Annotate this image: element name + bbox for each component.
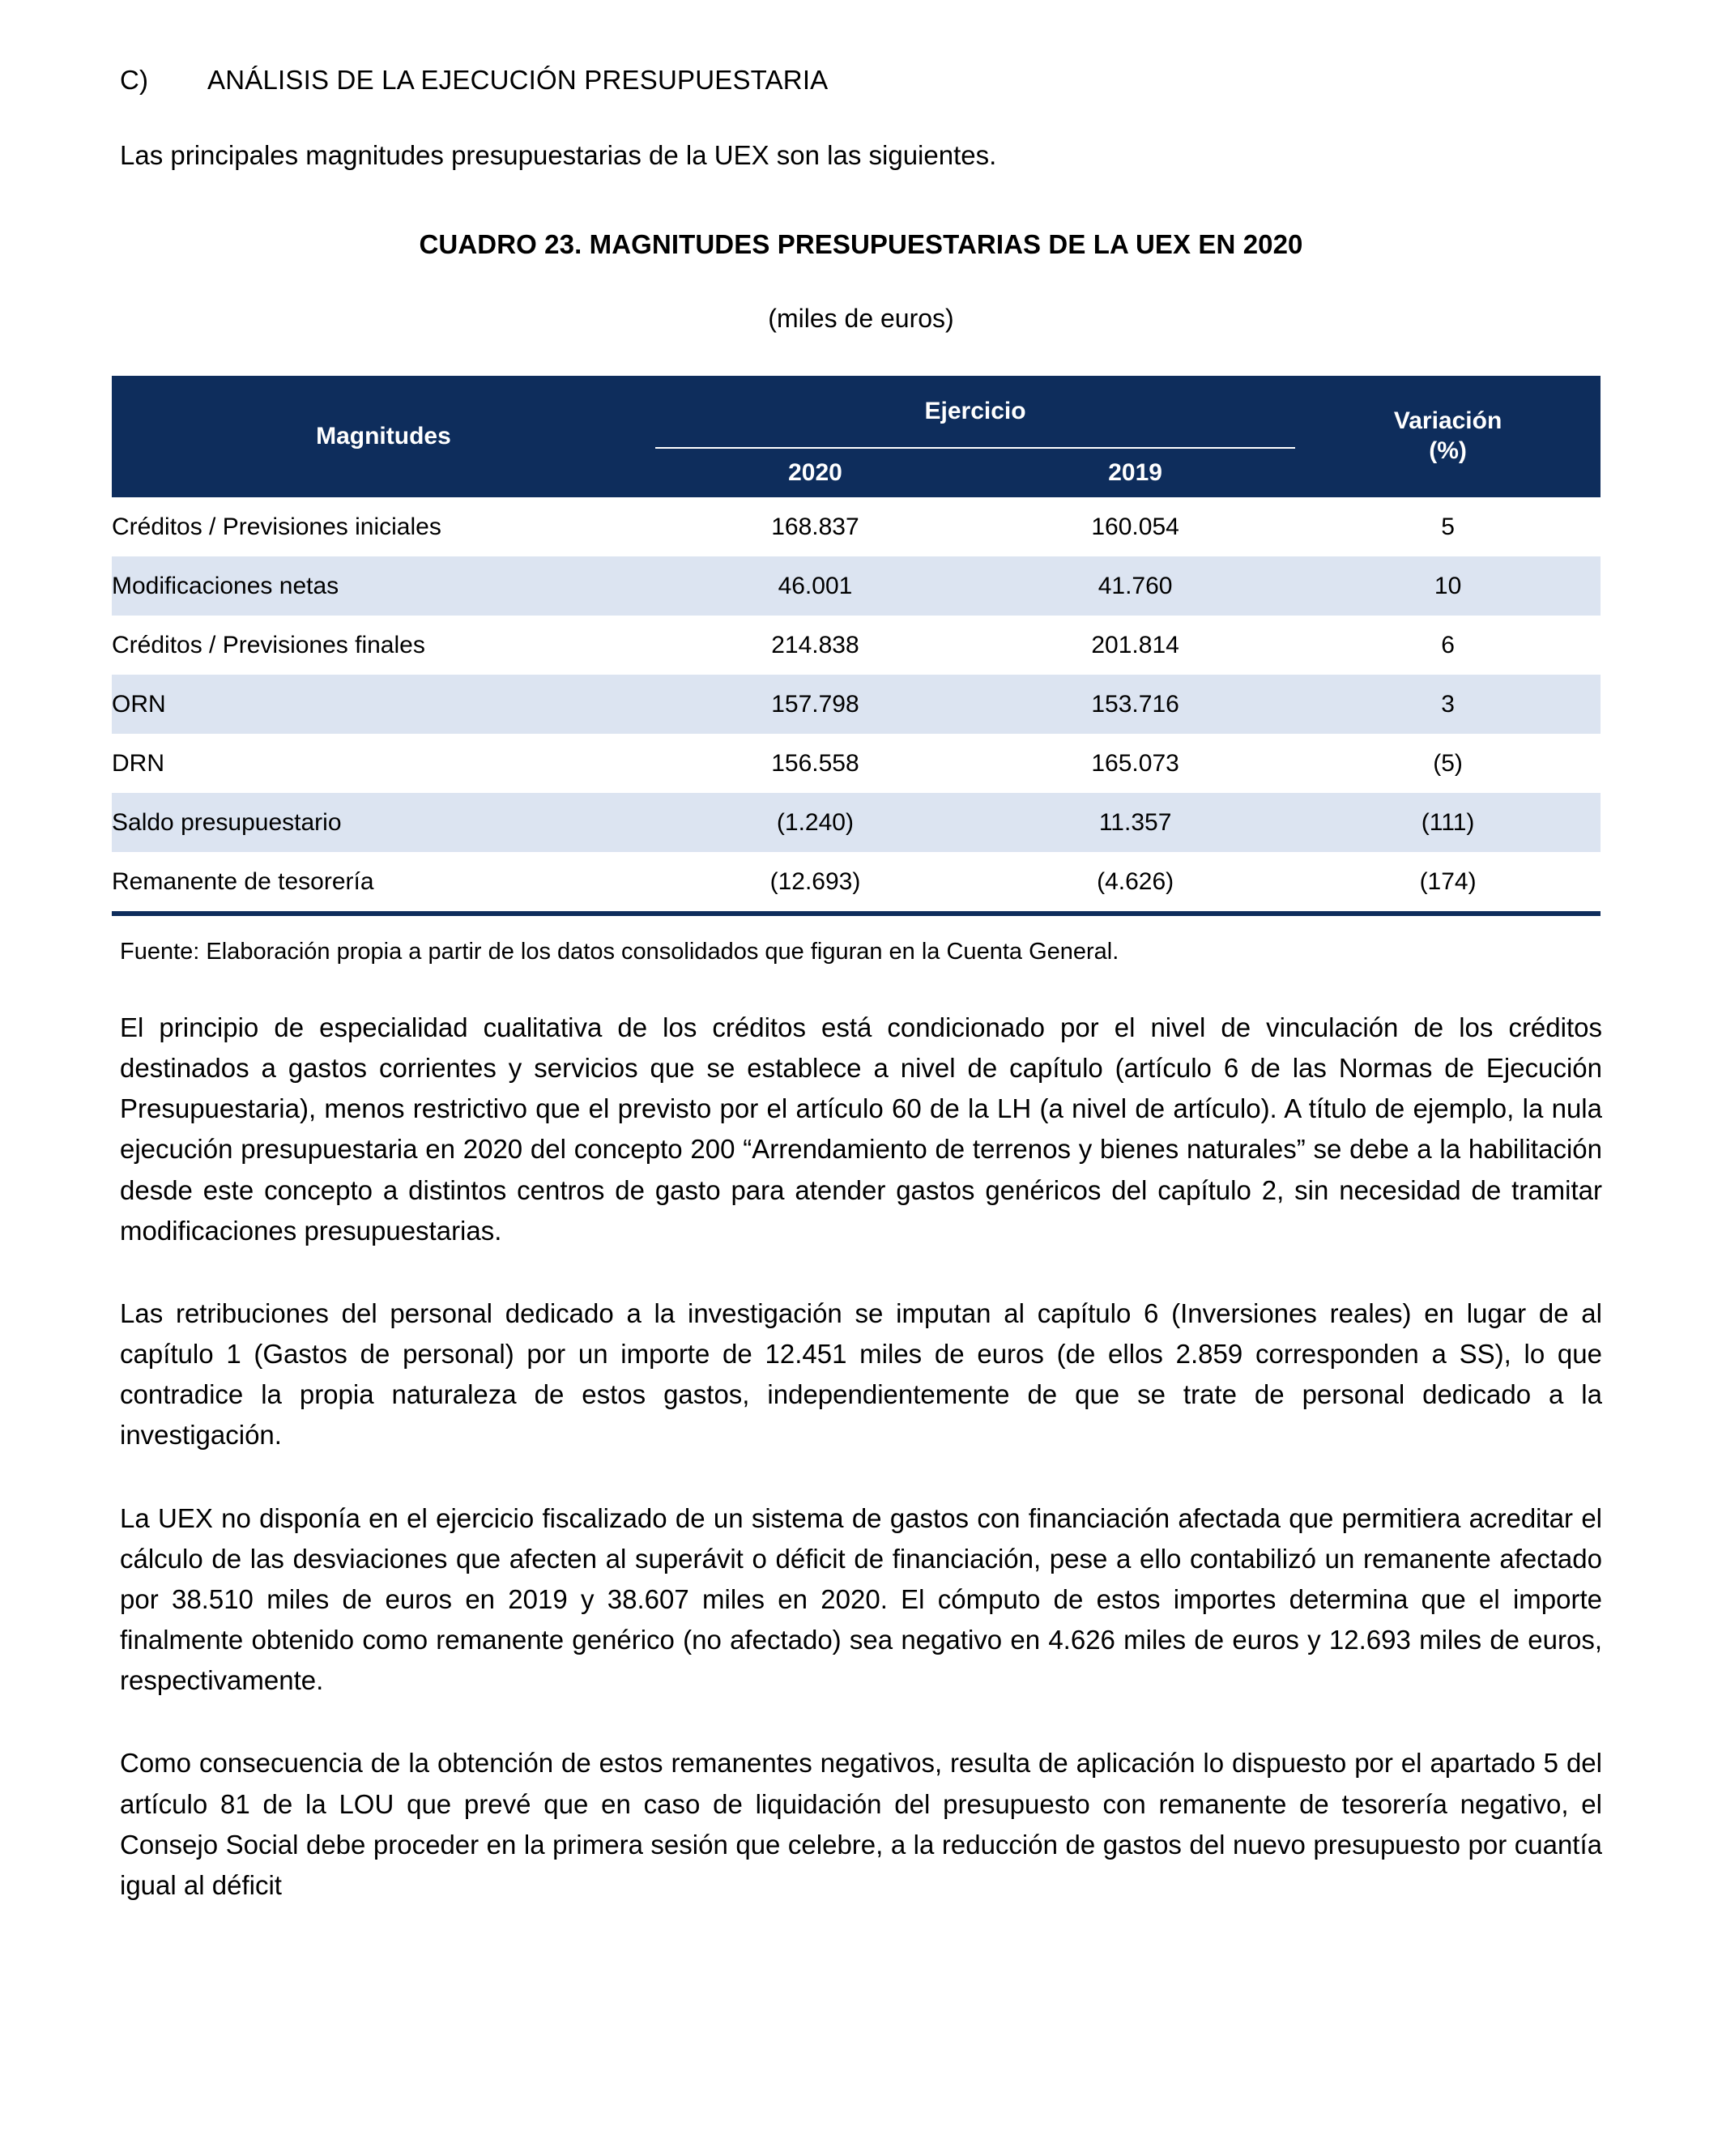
table-row [112, 675, 1601, 734]
body-paragraph-3: La UEX no disponía en el ejercicio fiscalizado de un sistema de gastos con financiación afectada que permitiera acreditar el cálculo de las desviaciones que afecten al superávit o déficit de financiación, pese a ello contabilizó un remanente afectado por 38.510 miles de euros en 2019 y 38.607 miles en 2020. El cómputo de estos importes determina que el importe finalmente obtenido como remanente genérico (no afectado) sea negativo en 4.626 miles de euros y 12.693 miles de euros, respectivamente. [120, 1502, 1602, 1696]
cell-variacion: (174) [1295, 852, 1601, 914]
cell-variacion: 10 [1295, 556, 1601, 616]
cell-2020: 156.558 [771, 749, 859, 777]
cell-2019: 165.073 [1091, 749, 1179, 777]
column-header-variacion-line2: (%) [1429, 437, 1467, 464]
cell-magnitud: Créditos / Previsiones finales [112, 631, 425, 658]
table-row [112, 734, 1601, 793]
table-header-row-1 [112, 376, 1601, 448]
cell-2019: (4.626) [975, 852, 1295, 914]
cell-variacion: 5 [1441, 513, 1455, 540]
cell-2020: 214.838 [771, 631, 859, 658]
cell-magnitud: Modificaciones netas [112, 556, 655, 616]
section-heading-text: ANÁLISIS DE LA EJECUCIÓN PRESUPUESTARIA [207, 65, 829, 95]
cell-magnitud: DRN [112, 749, 164, 777]
intro-paragraph: Las principales magnitudes presupuestarias de la UEX son las siguientes. [120, 140, 997, 170]
table-body [112, 497, 1601, 914]
table-row [112, 616, 1601, 675]
cell-variacion: 6 [1441, 631, 1455, 658]
cell-2019: 11.357 [975, 793, 1295, 852]
body-paragraph-1: El principio de especialidad cualitativa de los créditos está condicionado por el nivel de vinculación de los créditos destinados a gastos corrientes y servicios que se establece a nivel de capítulo (artículo 6 de las Normas de Ejecución Presupuestaria), menos restrictivo que el previsto por el artículo 60 de la LH (a nivel de artículo). A título de ejemplo, la nula ejecución presupuestaria en 2020 del concepto 200 “Arrendamiento de terrenos y bienes naturales” se debe a la habilitación desde este concepto a distintos centros de gasto para atender gastos genéricos del capítulo 2, sin necesidad de tramitar modificaciones presupuestarias. [120, 1012, 1602, 1246]
column-header-magnitudes: Magnitudes [112, 376, 655, 497]
column-header-ejercicio: Ejercicio [655, 376, 1295, 448]
table-row [112, 793, 1601, 852]
cell-2019: 153.716 [975, 675, 1295, 734]
column-header-variacion-line1: Variación [1393, 407, 1502, 435]
section-heading [120, 65, 1602, 96]
table-head [112, 376, 1601, 497]
cell-2020: 168.837 [771, 513, 859, 540]
table-source-note: Fuente: Elaboración propia a partir de los datos consolidados que figuran en la Cuenta General. [120, 939, 1119, 965]
body-paragraph-4: Como consecuencia de la obtención de estos remanentes negativos, resulta de aplicación lo dispuesto por el apartado 5 del artículo 81 de la LOU que prevé que en caso de liquidación del presupuesto con remanente de tesorería negativo, el Consejo Social debe proceder en la primera sesión que celebre, a la reducción de gastos del nuevo presupuesto por cuantía igual al déficit [120, 1748, 1602, 1900]
table-row [112, 556, 1601, 616]
magnitudes-table [112, 376, 1601, 916]
cell-magnitud: ORN [112, 675, 655, 734]
table-subtitle: (miles de euros) [768, 304, 954, 333]
cell-variacion: 3 [1295, 675, 1601, 734]
cell-variacion: (5) [1433, 749, 1463, 777]
cell-2019: 160.054 [1091, 513, 1179, 540]
cell-2019: 41.760 [975, 556, 1295, 616]
cell-2020: (1.240) [655, 793, 975, 852]
section-heading-label: C) [120, 65, 149, 95]
cell-magnitud: Remanente de tesorería [112, 852, 655, 914]
column-header-variacion [1295, 376, 1601, 497]
column-header-2019: 2019 [975, 448, 1295, 497]
cell-2020: 46.001 [655, 556, 975, 616]
cell-magnitud: Créditos / Previsiones iniciales [112, 513, 441, 540]
cell-variacion: (111) [1295, 793, 1601, 852]
column-header-2020: 2020 [655, 448, 975, 497]
cell-magnitud: Saldo presupuestario [112, 793, 655, 852]
table-row [112, 852, 1601, 914]
cell-2020: 157.798 [655, 675, 975, 734]
table-title: CUADRO 23. MAGNITUDES PRESUPUESTARIAS DE LA UEX EN 2020 [419, 229, 1303, 259]
cell-2019: 201.814 [1091, 631, 1179, 658]
body-paragraph-2: Las retribuciones del personal dedicado a la investigación se imputan al capítulo 6 (Inversiones reales) en lugar de al capítulo 1 (Gastos de personal) por un importe de 12.451 miles de euros (de ellos 2.859 corresponden a SS), lo que contradice la propia naturaleza de estos gastos, independientemente de que se trate de personal dedicado a la investigación. [120, 1297, 1602, 1451]
table-row [112, 497, 1601, 556]
cell-2020: (12.693) [655, 852, 975, 914]
